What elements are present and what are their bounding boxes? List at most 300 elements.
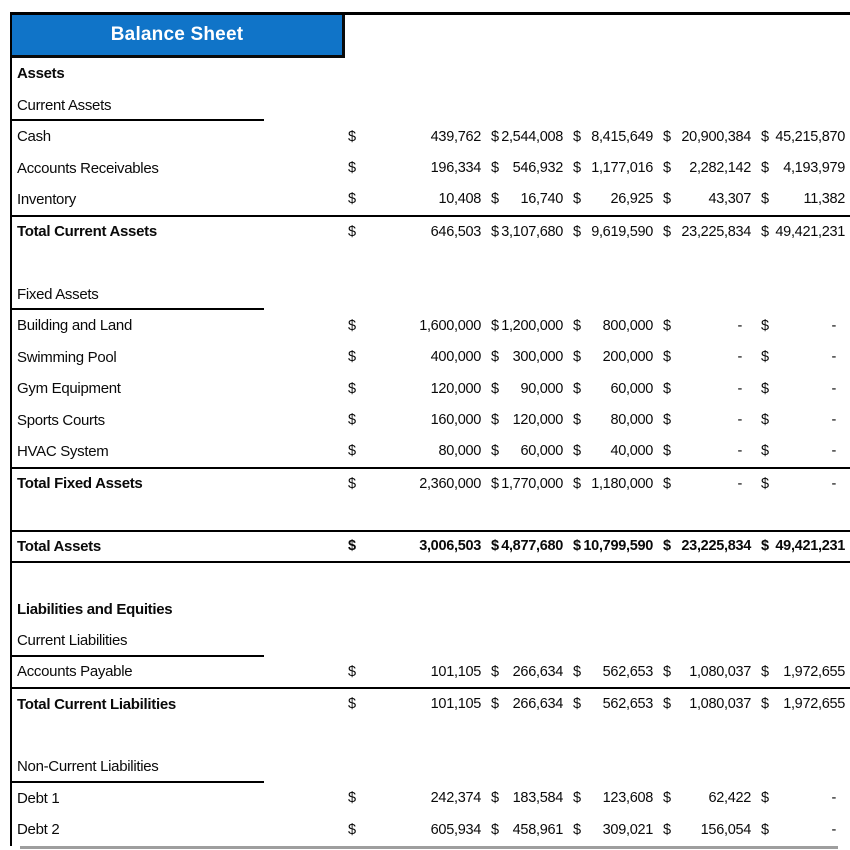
cell-value: 300,000 bbox=[512, 349, 563, 366]
value-cell[interactable] bbox=[568, 562, 658, 594]
value-cell[interactable] bbox=[343, 279, 486, 311]
currency-symbol: $ bbox=[761, 821, 769, 838]
money-cell-content bbox=[756, 191, 850, 207]
currency-symbol: $ bbox=[761, 160, 769, 177]
table-row bbox=[12, 342, 850, 374]
currency-symbol: $ bbox=[348, 538, 356, 555]
cell-value: 266,634 bbox=[512, 663, 563, 680]
cell-value: 4,193,979 bbox=[783, 160, 845, 177]
row-label[interactable]: Current Liabilities bbox=[12, 625, 343, 657]
money-cell-content bbox=[756, 538, 850, 554]
currency-symbol: $ bbox=[663, 475, 671, 492]
row-label[interactable]: Sports Courts bbox=[17, 411, 105, 429]
value-cell[interactable] bbox=[343, 657, 486, 689]
value-cell[interactable] bbox=[658, 468, 756, 500]
table-row bbox=[12, 153, 850, 185]
value-cell[interactable] bbox=[756, 594, 850, 626]
value-cell[interactable] bbox=[343, 720, 486, 752]
money-cell-content bbox=[568, 224, 658, 240]
balance-sheet-table bbox=[12, 58, 850, 846]
row-label[interactable]: Building and Land bbox=[17, 317, 133, 335]
value-cell[interactable] bbox=[486, 594, 568, 626]
cell-value: - bbox=[737, 349, 742, 366]
value-cell[interactable] bbox=[486, 405, 568, 437]
value-cell[interactable] bbox=[568, 405, 658, 437]
value-cell[interactable] bbox=[658, 184, 756, 216]
value-cell[interactable] bbox=[756, 783, 850, 815]
money-cell-content bbox=[343, 443, 486, 459]
spacer-row bbox=[12, 562, 850, 594]
value-cell[interactable] bbox=[486, 342, 568, 374]
cell-value: - bbox=[831, 317, 836, 334]
money-cell-content bbox=[568, 318, 658, 334]
table-row bbox=[12, 121, 850, 153]
value-cell[interactable] bbox=[756, 751, 850, 783]
value-cell[interactable] bbox=[486, 310, 568, 342]
cell-value: - bbox=[831, 443, 836, 460]
value-cell[interactable] bbox=[568, 625, 658, 657]
value-cell[interactable] bbox=[568, 310, 658, 342]
currency-symbol: $ bbox=[761, 191, 769, 208]
cell-value: 90,000 bbox=[520, 380, 563, 397]
row-label[interactable]: Swimming Pool bbox=[17, 348, 117, 366]
value-cell[interactable] bbox=[486, 531, 568, 563]
spacer-row bbox=[12, 247, 850, 279]
money-cell-content bbox=[343, 412, 486, 428]
value-cell[interactable] bbox=[486, 562, 568, 594]
currency-symbol: $ bbox=[491, 790, 499, 807]
cell-value: 8,415,649 bbox=[591, 128, 653, 145]
cell-value: 439,762 bbox=[430, 128, 481, 145]
cell-value: 9,619,590 bbox=[591, 223, 653, 240]
value-cell[interactable] bbox=[486, 279, 568, 311]
money-cell-content bbox=[343, 664, 486, 680]
value-cell[interactable] bbox=[486, 751, 568, 783]
cell-value: 562,653 bbox=[602, 696, 653, 713]
currency-symbol: $ bbox=[663, 380, 671, 397]
value-cell[interactable] bbox=[756, 688, 850, 720]
value-cell[interactable] bbox=[568, 279, 658, 311]
cell-value: - bbox=[737, 380, 742, 397]
money-cell-content bbox=[756, 349, 850, 365]
value-cell[interactable] bbox=[486, 625, 568, 657]
row-label[interactable]: Liabilities and Equities bbox=[17, 600, 173, 618]
value-cell[interactable] bbox=[343, 625, 486, 657]
cell-value: 2,544,008 bbox=[501, 128, 563, 145]
value-cell[interactable] bbox=[486, 499, 568, 531]
value-cell[interactable] bbox=[486, 468, 568, 500]
value-cell[interactable] bbox=[343, 373, 486, 405]
value-cell[interactable] bbox=[658, 436, 756, 468]
cell-value: - bbox=[831, 821, 836, 838]
row-label[interactable]: Accounts Payable bbox=[17, 663, 133, 681]
currency-symbol: $ bbox=[348, 412, 356, 429]
currency-symbol: $ bbox=[573, 696, 581, 713]
money-cell-content bbox=[343, 476, 486, 492]
currency-symbol: $ bbox=[663, 443, 671, 460]
money-cell-content bbox=[756, 160, 850, 176]
value-cell[interactable] bbox=[658, 279, 756, 311]
value-cell[interactable] bbox=[568, 594, 658, 626]
row-label[interactable]: Accounts Receivables bbox=[17, 159, 159, 177]
money-cell-content bbox=[658, 160, 756, 176]
money-cell-content bbox=[756, 476, 850, 492]
money-cell-content bbox=[756, 822, 850, 838]
cell-value: 101,105 bbox=[430, 696, 481, 713]
row-label[interactable]: Total Current Assets bbox=[12, 216, 343, 248]
currency-symbol: $ bbox=[761, 349, 769, 366]
value-cell[interactable] bbox=[343, 58, 486, 90]
value-cell[interactable] bbox=[568, 216, 658, 248]
currency-symbol: $ bbox=[573, 538, 581, 555]
value-cell[interactable] bbox=[658, 342, 756, 374]
currency-symbol: $ bbox=[761, 475, 769, 492]
value-cell[interactable] bbox=[658, 247, 756, 279]
value-cell[interactable] bbox=[658, 90, 756, 122]
row-label[interactable]: Total Fixed Assets bbox=[12, 468, 343, 500]
money-cell-content bbox=[486, 412, 568, 428]
value-cell[interactable] bbox=[486, 247, 568, 279]
cell-value: 3,107,680 bbox=[501, 223, 563, 240]
money-cell-content bbox=[343, 129, 486, 145]
value-cell[interactable] bbox=[343, 751, 486, 783]
value-cell[interactable] bbox=[658, 594, 756, 626]
cell-value: 1,972,655 bbox=[783, 663, 845, 680]
cell-value: 43,307 bbox=[708, 191, 751, 208]
value-cell[interactable] bbox=[343, 184, 486, 216]
row-label[interactable]: Total Current Liabilities bbox=[12, 688, 343, 720]
value-cell[interactable] bbox=[486, 688, 568, 720]
currency-symbol: $ bbox=[573, 412, 581, 429]
value-cell[interactable] bbox=[658, 688, 756, 720]
currency-symbol: $ bbox=[348, 223, 356, 240]
currency-symbol: $ bbox=[348, 821, 356, 838]
value-cell[interactable] bbox=[343, 216, 486, 248]
value-cell[interactable] bbox=[486, 783, 568, 815]
value-cell[interactable] bbox=[343, 310, 486, 342]
balance-sheet bbox=[10, 12, 850, 846]
money-cell-content bbox=[568, 790, 658, 806]
value-cell[interactable] bbox=[658, 783, 756, 815]
value-cell[interactable] bbox=[756, 468, 850, 500]
currency-symbol: $ bbox=[348, 128, 356, 145]
currency-symbol: $ bbox=[573, 475, 581, 492]
money-cell-content bbox=[756, 790, 850, 806]
currency-symbol: $ bbox=[761, 696, 769, 713]
currency-symbol: $ bbox=[573, 380, 581, 397]
cell-value: 26,925 bbox=[610, 191, 653, 208]
currency-symbol: $ bbox=[573, 128, 581, 145]
currency-symbol: $ bbox=[491, 412, 499, 429]
value-cell[interactable] bbox=[658, 720, 756, 752]
cell-value: 156,054 bbox=[700, 821, 751, 838]
value-cell[interactable] bbox=[756, 720, 850, 752]
money-cell-content bbox=[658, 129, 756, 145]
value-cell[interactable] bbox=[343, 468, 486, 500]
cell-value: 20,900,384 bbox=[681, 128, 751, 145]
row-label[interactable]: Inventory bbox=[17, 190, 76, 208]
value-cell[interactable] bbox=[568, 751, 658, 783]
value-cell[interactable] bbox=[568, 468, 658, 500]
currency-symbol: $ bbox=[491, 538, 499, 555]
row-label[interactable]: Current Assets bbox=[12, 90, 343, 122]
money-cell-content bbox=[568, 696, 658, 712]
money-cell-content bbox=[343, 790, 486, 806]
value-cell[interactable] bbox=[486, 373, 568, 405]
value-cell[interactable] bbox=[756, 216, 850, 248]
row-label[interactable]: Assets bbox=[17, 65, 65, 83]
currency-symbol: $ bbox=[573, 821, 581, 838]
value-cell[interactable] bbox=[756, 279, 850, 311]
cell-value: 646,503 bbox=[430, 223, 481, 240]
value-cell[interactable] bbox=[756, 814, 850, 846]
money-cell-content bbox=[756, 129, 850, 145]
row-label bbox=[12, 499, 343, 531]
currency-symbol: $ bbox=[761, 128, 769, 145]
currency-symbol: $ bbox=[761, 790, 769, 807]
spacer-row bbox=[12, 499, 850, 531]
table-row bbox=[12, 373, 850, 405]
cell-value: 49,421,231 bbox=[775, 223, 845, 240]
currency-symbol: $ bbox=[348, 475, 356, 492]
table-row bbox=[12, 279, 850, 311]
sheet-title[interactable]: Balance Sheet bbox=[12, 15, 345, 58]
value-cell[interactable] bbox=[343, 562, 486, 594]
balance-sheet-body bbox=[12, 58, 850, 846]
money-cell-content bbox=[343, 224, 486, 240]
value-cell[interactable] bbox=[343, 499, 486, 531]
value-cell[interactable] bbox=[486, 814, 568, 846]
cell-value: 40,000 bbox=[610, 443, 653, 460]
money-cell-content bbox=[343, 538, 486, 554]
cell-value: 546,932 bbox=[512, 160, 563, 177]
currency-symbol: $ bbox=[663, 160, 671, 177]
value-cell[interactable] bbox=[756, 562, 850, 594]
currency-symbol: $ bbox=[663, 349, 671, 366]
cell-value: 62,422 bbox=[708, 790, 751, 807]
cell-value: 1,200,000 bbox=[501, 317, 563, 334]
table-row bbox=[12, 90, 850, 122]
value-cell[interactable] bbox=[486, 436, 568, 468]
value-cell[interactable] bbox=[658, 405, 756, 437]
value-cell[interactable] bbox=[568, 58, 658, 90]
value-cell[interactable] bbox=[568, 121, 658, 153]
value-cell[interactable] bbox=[343, 531, 486, 563]
value-cell[interactable] bbox=[343, 688, 486, 720]
value-cell[interactable] bbox=[658, 657, 756, 689]
value-cell[interactable] bbox=[756, 310, 850, 342]
value-cell[interactable] bbox=[756, 342, 850, 374]
row-label[interactable]: Gym Equipment bbox=[17, 380, 121, 398]
value-cell[interactable] bbox=[343, 90, 486, 122]
value-cell[interactable] bbox=[756, 657, 850, 689]
value-cell[interactable] bbox=[486, 216, 568, 248]
currency-symbol: $ bbox=[491, 380, 499, 397]
cell-value: - bbox=[737, 317, 742, 334]
money-cell-content bbox=[658, 664, 756, 680]
currency-symbol: $ bbox=[491, 821, 499, 838]
currency-symbol: $ bbox=[573, 443, 581, 460]
value-cell[interactable] bbox=[486, 58, 568, 90]
currency-symbol: $ bbox=[573, 191, 581, 208]
value-cell[interactable] bbox=[658, 121, 756, 153]
value-cell[interactable] bbox=[343, 783, 486, 815]
cell-value: 23,225,834 bbox=[681, 538, 751, 555]
row-label[interactable]: Debt 2 bbox=[17, 821, 60, 839]
currency-symbol: $ bbox=[348, 790, 356, 807]
value-cell[interactable] bbox=[343, 342, 486, 374]
money-cell-content bbox=[343, 191, 486, 207]
value-cell[interactable] bbox=[658, 373, 756, 405]
cell-value: 11,382 bbox=[803, 191, 845, 208]
cell-value: 605,934 bbox=[430, 821, 481, 838]
money-cell-content bbox=[658, 538, 756, 554]
value-cell[interactable] bbox=[343, 436, 486, 468]
value-cell[interactable] bbox=[568, 720, 658, 752]
value-cell[interactable] bbox=[756, 90, 850, 122]
money-cell-content bbox=[343, 160, 486, 176]
value-cell[interactable] bbox=[756, 436, 850, 468]
value-cell[interactable] bbox=[658, 814, 756, 846]
money-cell-content bbox=[568, 664, 658, 680]
row-label[interactable]: Non-Current Liabilities bbox=[12, 751, 343, 783]
row-label[interactable]: Fixed Assets bbox=[12, 279, 343, 311]
value-cell[interactable] bbox=[756, 499, 850, 531]
value-cell[interactable] bbox=[568, 342, 658, 374]
value-cell[interactable] bbox=[343, 153, 486, 185]
cell-value: 80,000 bbox=[438, 443, 481, 460]
value-cell[interactable] bbox=[486, 720, 568, 752]
cell-value: - bbox=[737, 475, 742, 492]
value-cell[interactable] bbox=[756, 184, 850, 216]
money-cell-content bbox=[486, 224, 568, 240]
value-cell[interactable] bbox=[486, 121, 568, 153]
value-cell[interactable] bbox=[486, 90, 568, 122]
value-cell[interactable] bbox=[756, 531, 850, 563]
value-cell[interactable] bbox=[568, 184, 658, 216]
currency-symbol: $ bbox=[491, 663, 499, 680]
row-label bbox=[12, 720, 343, 752]
cell-value: 800,000 bbox=[602, 317, 653, 334]
value-cell[interactable] bbox=[658, 531, 756, 563]
row-label[interactable]: Debt 1 bbox=[17, 789, 60, 807]
value-cell[interactable] bbox=[568, 247, 658, 279]
cell-value: 1,080,037 bbox=[689, 696, 751, 713]
currency-symbol: $ bbox=[491, 128, 499, 145]
cell-value: 2,282,142 bbox=[689, 160, 751, 177]
cell-value: - bbox=[831, 412, 836, 429]
table-row bbox=[12, 783, 850, 815]
value-cell[interactable] bbox=[486, 184, 568, 216]
value-cell[interactable] bbox=[568, 436, 658, 468]
money-cell-content bbox=[486, 696, 568, 712]
value-cell[interactable] bbox=[756, 153, 850, 185]
currency-symbol: $ bbox=[348, 380, 356, 397]
value-cell[interactable] bbox=[343, 594, 486, 626]
money-cell-content bbox=[486, 664, 568, 680]
money-cell-content bbox=[658, 476, 756, 492]
value-cell[interactable] bbox=[658, 58, 756, 90]
row-label[interactable]: HVAC System bbox=[17, 442, 109, 460]
money-cell-content bbox=[486, 160, 568, 176]
value-cell[interactable] bbox=[568, 153, 658, 185]
value-cell[interactable] bbox=[756, 405, 850, 437]
value-cell[interactable] bbox=[568, 657, 658, 689]
value-cell[interactable] bbox=[343, 405, 486, 437]
value-cell[interactable] bbox=[568, 373, 658, 405]
cell-value: 1,600,000 bbox=[419, 317, 481, 334]
value-cell[interactable] bbox=[486, 153, 568, 185]
table-row bbox=[12, 814, 850, 846]
cell-value: - bbox=[737, 443, 742, 460]
cell-value: - bbox=[831, 475, 836, 492]
row-label[interactable]: Total Assets bbox=[12, 531, 343, 563]
value-cell[interactable] bbox=[658, 499, 756, 531]
value-cell[interactable] bbox=[658, 153, 756, 185]
cell-value: 1,972,655 bbox=[783, 696, 845, 713]
value-cell[interactable] bbox=[756, 121, 850, 153]
value-cell[interactable] bbox=[486, 657, 568, 689]
cell-value: 400,000 bbox=[430, 349, 481, 366]
table-row bbox=[12, 594, 850, 626]
value-cell[interactable] bbox=[568, 688, 658, 720]
currency-symbol: $ bbox=[348, 349, 356, 366]
value-cell[interactable] bbox=[658, 310, 756, 342]
value-cell[interactable] bbox=[658, 625, 756, 657]
currency-symbol: $ bbox=[761, 223, 769, 240]
value-cell[interactable] bbox=[658, 216, 756, 248]
value-cell[interactable] bbox=[756, 58, 850, 90]
value-cell[interactable] bbox=[343, 121, 486, 153]
value-cell[interactable] bbox=[343, 247, 486, 279]
currency-symbol: $ bbox=[348, 663, 356, 680]
cell-value: - bbox=[831, 790, 836, 807]
cell-value: 200,000 bbox=[602, 349, 653, 366]
value-cell[interactable] bbox=[756, 625, 850, 657]
currency-symbol: $ bbox=[663, 317, 671, 334]
money-cell-content bbox=[486, 349, 568, 365]
value-cell[interactable] bbox=[568, 531, 658, 563]
value-cell[interactable] bbox=[568, 814, 658, 846]
value-cell[interactable] bbox=[568, 783, 658, 815]
value-cell[interactable] bbox=[343, 814, 486, 846]
row-label[interactable]: Cash bbox=[17, 128, 51, 146]
money-cell-content bbox=[658, 443, 756, 459]
currency-symbol: $ bbox=[761, 317, 769, 334]
value-cell[interactable] bbox=[756, 247, 850, 279]
value-cell[interactable] bbox=[658, 751, 756, 783]
money-cell-content bbox=[568, 822, 658, 838]
money-cell-content bbox=[568, 412, 658, 428]
currency-symbol: $ bbox=[491, 223, 499, 240]
value-cell[interactable] bbox=[756, 373, 850, 405]
value-cell[interactable] bbox=[658, 562, 756, 594]
value-cell[interactable] bbox=[568, 499, 658, 531]
money-cell-content bbox=[658, 412, 756, 428]
currency-symbol: $ bbox=[573, 317, 581, 334]
currency-symbol: $ bbox=[663, 412, 671, 429]
value-cell[interactable] bbox=[568, 90, 658, 122]
cell-value: 3,006,503 bbox=[419, 538, 481, 555]
money-cell-content bbox=[568, 129, 658, 145]
money-cell-content bbox=[486, 129, 568, 145]
table-row bbox=[12, 625, 850, 657]
money-cell-content bbox=[756, 381, 850, 397]
currency-symbol: $ bbox=[761, 663, 769, 680]
money-cell-content bbox=[658, 318, 756, 334]
currency-symbol: $ bbox=[761, 380, 769, 397]
table-row bbox=[12, 184, 850, 216]
